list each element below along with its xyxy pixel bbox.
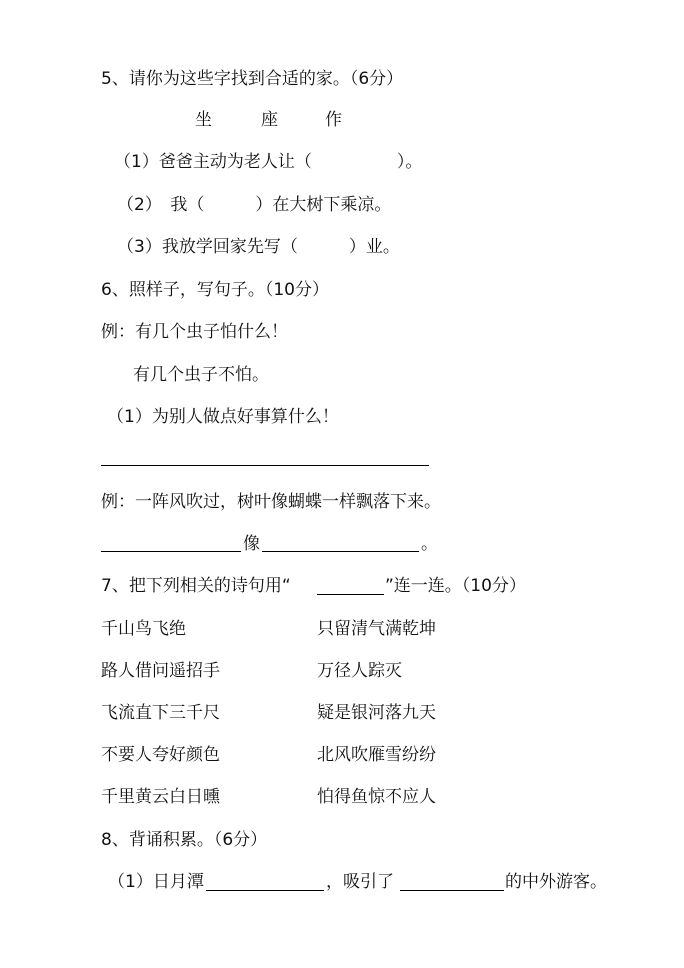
- q7-left-5: 千里黄云白日曛: [101, 787, 220, 807]
- q7-title-blank: [317, 594, 384, 595]
- q7-left-2: 路人借问遥招手: [101, 661, 220, 681]
- q8-item1-mid: ，吸引了: [326, 872, 394, 892]
- q7-right-4: 北风吹雁雪纷纷: [317, 745, 436, 765]
- q7-right-2: 万径人踪灭: [317, 661, 402, 681]
- q6-answer-line: [101, 465, 429, 466]
- q5-item-1: （1）爸爸主动为老人让（ ）。: [114, 152, 423, 172]
- q7-right-3: 疑是银河落九天: [317, 703, 436, 723]
- q7-right-1: 只留清气满乾坤: [317, 619, 436, 639]
- q5-char-3: 作: [325, 110, 342, 130]
- q5-item-2: （2） 我（ ）在大树下乘凉。: [117, 195, 392, 215]
- q5-item-3: （3）我放学回家先写（ ）业。: [117, 237, 400, 257]
- q8-title: 8、背诵积累。（6分）: [101, 830, 268, 850]
- q6-blank-middle: 像: [243, 534, 260, 554]
- q7-left-1: 千山鸟飞绝: [101, 619, 186, 639]
- q6-example1-line1: 例：有几个虫子怕什么！: [101, 322, 288, 342]
- q6-example1-line2: 有几个虫子不怕。: [133, 365, 269, 385]
- q7-title-part1: 7、把下列相关的诗句用“: [101, 576, 291, 596]
- q7-left-3: 飞流直下三千尺: [101, 703, 220, 723]
- q6-blank-end: 。: [421, 534, 438, 554]
- q6-item-1: （1）为别人做点好事算什么！: [107, 407, 339, 427]
- q5-char-options: [195, 109, 342, 131]
- q5-char-1: 坐: [195, 110, 212, 130]
- q8-item1-end: 的中外游客。: [505, 872, 607, 892]
- q6-blank-2: [262, 551, 419, 552]
- q5-char-2: 座: [261, 110, 278, 130]
- q6-example2: 例：一阵风吹过，树叶像蝴蝶一样飘落下来。: [101, 492, 441, 512]
- q7-right-5: 怕得鱼惊不应人: [317, 787, 436, 807]
- q8-item1-start: （1）日月潭: [108, 872, 204, 892]
- q6-title: 6、照样子，写句子。（10分）: [101, 280, 329, 300]
- q7-left-4: 不要人夸好颜色: [101, 745, 220, 765]
- q8-blank-1: [206, 890, 324, 891]
- q5-title: 5、请你为这些字找到合适的家。（6分）: [101, 69, 404, 89]
- q6-blank-1: [101, 551, 241, 552]
- q7-title-part2: ”连一连。（10分）: [385, 576, 526, 596]
- q8-blank-2: [400, 890, 504, 891]
